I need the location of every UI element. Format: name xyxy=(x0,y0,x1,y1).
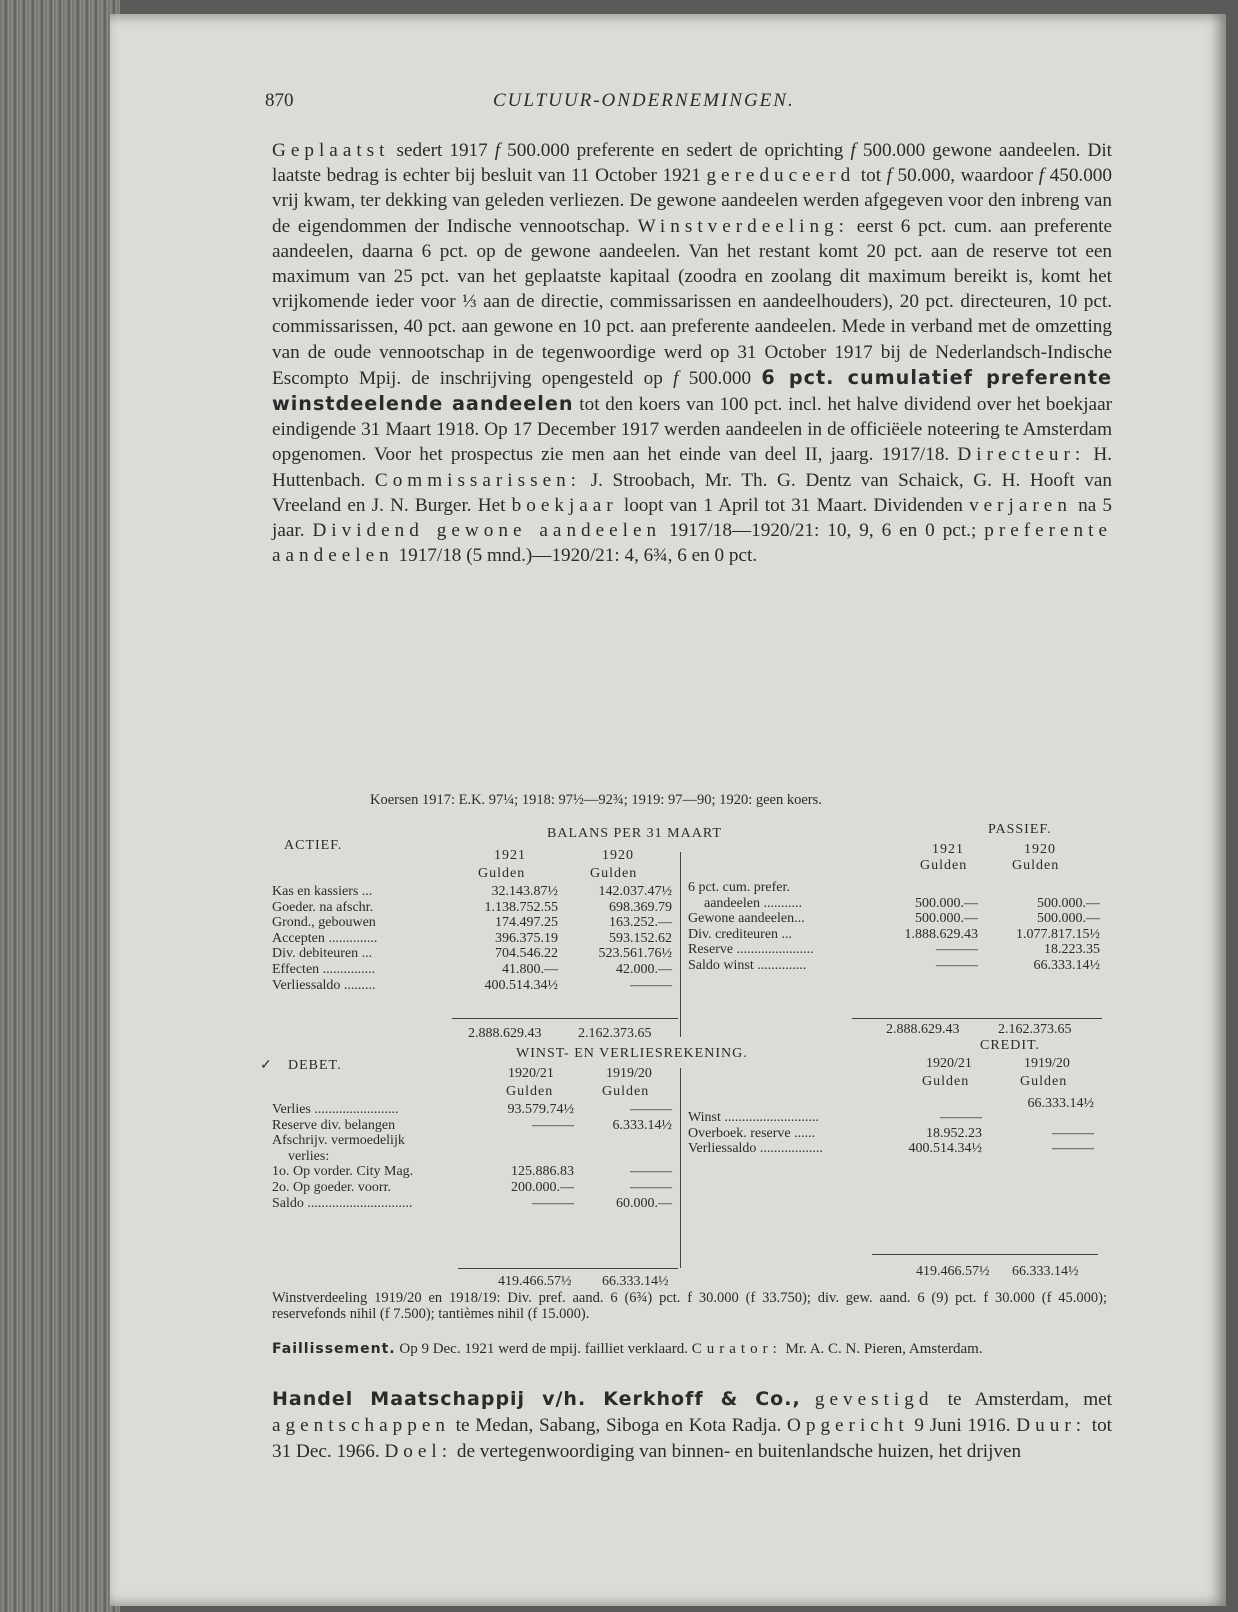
actief-year-a: 1921 xyxy=(494,848,526,863)
company-name: Handel Maatschappij v/h. Kerkhoff & Co., xyxy=(272,1388,801,1410)
passief-value: 66.333.14½ xyxy=(1033,957,1100,973)
wv-divider xyxy=(680,1068,681,1268)
actief-row-label: Verliessaldo ......... xyxy=(272,977,376,993)
debet-values-b xyxy=(582,1102,672,1211)
passief-total-1921: 2.888.629.43 xyxy=(886,1022,960,1037)
debet-value: ——— xyxy=(630,1102,672,1117)
passief-value: 500.000.— xyxy=(915,911,978,927)
debet-row-label: Verlies ........................ xyxy=(272,1102,399,1117)
debet-labels xyxy=(272,1102,502,1211)
credit-value: 66.333.14½ xyxy=(1027,1096,1094,1111)
credit-values-a xyxy=(886,1110,982,1157)
actief-value: 142.037.47½ xyxy=(598,884,672,899)
credit-row-label: Overboek. reserve ...... xyxy=(688,1125,816,1141)
next-company-entry: Handel Maatschappij v/h. Kerkhoff & Co., gevestigd te Amsterdam, met agentschappen te Medan, Sabang, Siboga en Kota Radja. Opgericht 9 Juni 1916. Duur: tot 31 Dec. 1966. Doel: de vertegenwoordiging van binnen- en buitenlandsche huizen, het drijven xyxy=(272,1388,1112,1462)
debet-value: ——— xyxy=(532,1195,574,1211)
passief-row-label: 6 pct. cum. prefer. xyxy=(688,880,790,895)
credit-unit-a: Gulden xyxy=(922,1074,970,1089)
company-description xyxy=(272,138,1112,568)
passief-value: 1.077.817.15½ xyxy=(1016,926,1100,942)
actief-row-label: Kas en kassiers ... xyxy=(272,884,373,899)
credit-year-a: 1920/21 xyxy=(926,1056,972,1071)
faillissement-label: Faillissement. xyxy=(272,1341,396,1357)
actief-value: 400.514.34½ xyxy=(484,977,558,993)
passief-unit-a: Gulden xyxy=(920,858,968,873)
actief-value: 32.143.87½ xyxy=(491,884,558,899)
page-number: 870 xyxy=(265,90,294,111)
debet-total-rule xyxy=(458,1268,678,1269)
actief-label: ACTIEF. xyxy=(284,838,343,853)
credit-values-b xyxy=(990,1096,1094,1157)
actief-value: 593.152.62 xyxy=(609,930,672,946)
credit-total-a: 419.466.57½ xyxy=(916,1264,990,1279)
emission-heading: 6 pct. cumulatief preferente winstdeelende aandeelen xyxy=(272,365,1113,416)
passief-unit-b: Gulden xyxy=(1012,858,1060,873)
passief-year-b: 1920 xyxy=(1024,842,1056,857)
actief-row-label: Goeder. na afschr. xyxy=(272,899,374,915)
passief-row-label: Div. crediteuren ... xyxy=(688,926,793,942)
passief-value: 18.223.35 xyxy=(1044,942,1100,958)
actief-value: 174.497.25 xyxy=(495,915,558,931)
passief-value: 500.000.— xyxy=(1037,911,1100,927)
passief-labels xyxy=(688,880,888,974)
balans-sheet xyxy=(272,822,1112,1042)
debet-value: 60.000.— xyxy=(616,1195,672,1211)
actief-values-1920 xyxy=(566,884,672,993)
passief-value: 1.888.629.43 xyxy=(904,926,978,942)
debet-row-label: Reserve div. belangen xyxy=(272,1117,396,1133)
passief-value xyxy=(878,880,978,896)
book-page-edges xyxy=(0,0,120,1612)
credit-row-label: Verliessaldo .................. xyxy=(688,1141,823,1157)
actief-row-label: Grond., gebouwen xyxy=(272,915,376,931)
credit-labels xyxy=(688,1110,888,1157)
actief-value: 698.369.79 xyxy=(609,899,672,915)
debet-value: 93.579.74½ xyxy=(507,1102,574,1117)
passief-row-label: aandeelen ........... xyxy=(704,895,802,911)
passief-year-a: 1921 xyxy=(932,842,964,857)
actief-row-label: Accepten .............. xyxy=(272,930,378,946)
actief-value: 523.561.76½ xyxy=(598,946,672,962)
debet-row-label: Saldo .............................. xyxy=(272,1195,413,1211)
debet-value: ——— xyxy=(532,1117,574,1133)
debet-value: ——— xyxy=(630,1164,672,1180)
debet-values-a xyxy=(478,1102,574,1211)
debet-row-label: 2o. Op goeder. voorr. xyxy=(272,1179,391,1195)
passief-value: ——— xyxy=(936,957,978,973)
debet-value xyxy=(478,1133,574,1149)
debet-value: 125.886.83 xyxy=(511,1164,574,1180)
actief-values-1921 xyxy=(458,884,558,993)
running-title: CULTUUR-ONDERNEMINGEN. xyxy=(493,90,795,111)
credit-value: ——— xyxy=(1052,1141,1094,1157)
credit-total-rule xyxy=(872,1254,1098,1255)
faillissement-paragraph: Faillissement. Op 9 Dec. 1921 werd de mpij. failliet verklaard. Curator: Mr. A. C. N. Pieren, Amsterdam. xyxy=(272,1341,983,1357)
passief-value: ——— xyxy=(936,942,978,958)
debet-value xyxy=(582,1133,672,1149)
passief-value: 500.000.— xyxy=(1037,895,1100,911)
credit-row-label: Winst ........................... xyxy=(688,1110,819,1125)
balans-divider xyxy=(680,852,681,1037)
debet-value xyxy=(478,1149,574,1165)
debet-value: 6.333.14½ xyxy=(612,1117,672,1133)
passief-values-1920 xyxy=(988,880,1100,974)
description-paragraph: Geplaatst sedert 1917 f 500.000 preferente en sedert de oprichting f 500.000 gewone aandeelen. Dit laatste bedrag is echter bij besluit van 11 October 1921 gereduceerd tot f 50.000, waardoor f 450.000 vrij kwam, ter dekking van geleden verliezen. De gewone aandeelen werden afgegeven voor den inbreng van de eigendommen der Indische vennootschap. Winstverdeeling: eerst 6 pct. cum. aan preferente aandeelen, daarna 6 pct. op de gewone aandeelen. Van het restant komt 20 pct. aan de reserve tot een maximum van 25 pct. van het geplaatste kapitaal (zoodra en zoolang dit maximum bereikt is, komt het vrijkomende ieder voor ⅓ aan de directie, commissarissen en aandeelhouders), 20 pct. directeuren, 10 pct. commissarissen, 40 pct. aan gewone en 10 pct. aan preferente aandeelen. Mede in verband met de omzetting van de oude vennootschap in de tegenwoordige werd op 31 October 1917 bij de Nederlandsch-Indische Escompto Mpij. de inschrijving opengesteld op f 500.000 6 pct. cumulatief preferente winstdeelende aandeelen tot den koers van 100 pct. incl. het halve dividend over het boekjaar eindigende 31 Maart 1918. Op 17 December 1917 werden aandeelen in de officiëele noteering te Amsterdam opgenomen. Voor het prospectus zie men aan het einde van deel II, jaarg. 1917/18. Directeur: H. Huttenbach. Commissarissen: J. Stroobach, Mr. Th. G. Dentz van Schaick, G. H. Hooft van Vreeland en J. N. Burger. Het boekjaar loopt van 1 April tot 31 Maart. Dividenden verjaren na 5 jaar. Dividend gewone aandeelen 1917/18—1920/21: 10, 9, 6 en 0 pct.; preferente aandeelen 1917/18 (5 mnd.)—1920/21: 4, 6¾, 6 en 0 pct. xyxy=(272,140,1113,567)
debet-total-a: 419.466.57½ xyxy=(498,1274,572,1289)
actief-value: ——— xyxy=(630,977,672,993)
balans-title: BALANS PER 31 MAART xyxy=(547,826,722,841)
actief-value: 1.138.752.55 xyxy=(484,899,558,915)
debet-row-label: 1o. Op vorder. City Mag. xyxy=(272,1164,414,1180)
actief-row-label: Effecten ............... xyxy=(272,961,376,977)
debet-year-b: 1919/20 xyxy=(606,1066,652,1081)
debet-unit-a: Gulden xyxy=(506,1084,554,1099)
actief-total-1921: 2.888.629.43 xyxy=(468,1026,542,1041)
passief-total-1920: 2.162.373.65 xyxy=(998,1022,1072,1037)
actief-total-1920: 2.162.373.65 xyxy=(578,1026,652,1041)
actief-value: 42.000.— xyxy=(616,961,672,977)
debet-year-a: 1920/21 xyxy=(508,1066,554,1081)
passief-row-label: Saldo winst .............. xyxy=(688,957,807,973)
actief-year-b: 1920 xyxy=(602,848,634,863)
actief-value: 41.800.— xyxy=(502,961,558,977)
passief-values-1921 xyxy=(878,880,978,974)
passief-row-label: Gewone aandeelen... xyxy=(688,911,805,927)
actief-unit-a: Gulden xyxy=(478,866,526,881)
passief-value xyxy=(988,880,1100,896)
passief-total-rule xyxy=(852,1018,1102,1019)
winstverdeeling-note: Winstverdeeling 1919/20 en 1918/19: Div. pref. aand. 6 (6¾) pct. f 30.000 (f 33.750); div. gew. aand. 6 (9) pct. f 30.000 (f 45.000); reservefonds nihil (f 7.500); tantièmes nihil (f 15.000). xyxy=(272,1290,1107,1322)
wv-title: WINST- EN VERLIESREKENING. xyxy=(516,1046,748,1061)
actief-value: 163.252.— xyxy=(609,915,672,931)
debet-label: DEBET. xyxy=(288,1058,342,1073)
actief-unit-b: Gulden xyxy=(590,866,638,881)
debet-row-label: verlies: xyxy=(288,1148,330,1164)
passief-value: 500.000.— xyxy=(915,895,978,911)
debet-value: ——— xyxy=(630,1179,672,1195)
debet-total-b: 66.333.14½ xyxy=(602,1274,669,1289)
passief-row-label: Reserve ...................... xyxy=(688,942,814,958)
debet-row-label: Afschrijv. vermoedelijk xyxy=(272,1133,405,1149)
actief-total-rule xyxy=(452,1018,678,1019)
credit-total-b: 66.333.14½ xyxy=(1012,1264,1079,1279)
actief-value: 396.375.19 xyxy=(495,930,558,946)
credit-year-b: 1919/20 xyxy=(1024,1056,1070,1071)
koersen-line: Koersen 1917: E.K. 97¼; 1918: 97½—92¾; 1919: 97—90; 1920: geen koers. xyxy=(370,792,822,808)
credit-value: ——— xyxy=(1052,1125,1094,1141)
credit-value: ——— xyxy=(940,1110,982,1125)
debet-value xyxy=(582,1149,672,1165)
debet-value: 200.000.— xyxy=(511,1179,574,1195)
actief-value: 704.546.22 xyxy=(495,946,558,962)
winst-verlies-rekening xyxy=(260,1038,1112,1296)
actief-labels xyxy=(272,884,472,993)
credit-label: CREDIT. xyxy=(980,1038,1041,1053)
credit-unit-b: Gulden xyxy=(1020,1074,1068,1089)
credit-value: 400.514.34½ xyxy=(908,1141,982,1157)
running-header xyxy=(265,90,1125,116)
debet-unit-b: Gulden xyxy=(602,1084,650,1099)
credit-value: 18.952.23 xyxy=(926,1125,982,1141)
check-mark: ✓ xyxy=(260,1058,273,1073)
passief-label: PASSIEF. xyxy=(988,822,1052,837)
actief-row-label: Div. debiteuren ... xyxy=(272,946,373,962)
